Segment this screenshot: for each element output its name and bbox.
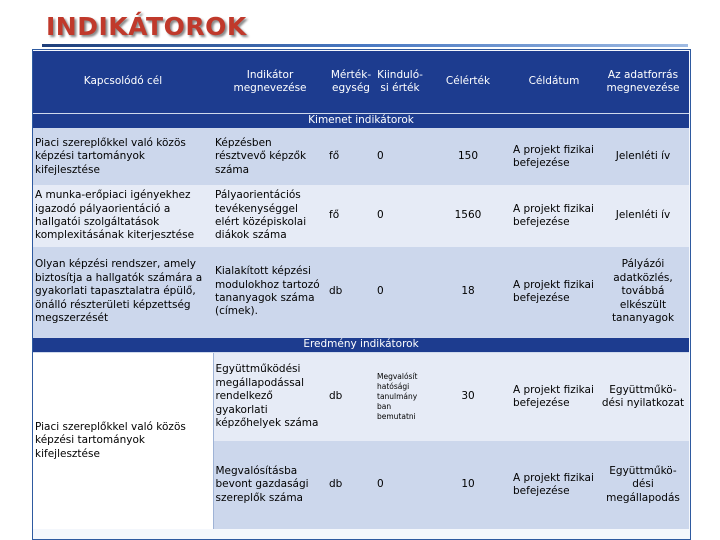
goal-cell: Piaci szereplőkkel való közös képzési tartományok kifejlesztése [33,353,213,530]
table-row [33,129,689,186]
date-cell: A projekt fizikai befejezése [511,441,597,529]
baseline-cell: 0 [375,441,425,529]
header-indicator: Indikátor megnevezése [213,51,327,114]
header-row [33,51,689,114]
date-cell: A projekt fizikai befejezése [511,353,597,442]
target-cell: 10 [425,441,511,529]
header-target: Célérték [425,51,511,114]
date-cell: A projekt fizikai befejezése [511,129,597,186]
source-cell: Együttműkö-dési megállapodás [597,441,689,529]
header-unit: Mértékegység [327,51,375,114]
header-target-date: Céldátum [511,51,597,114]
baseline-cell: Megvalósít hatósági tanulmány ban bemutatni [375,353,425,442]
unit-cell: db [327,441,375,529]
indicator-cell: Kialakított képzési modulokhoz tartozó tananyagok száma (címek). [213,247,327,338]
source-cell: Pályázói adatközlés, továbbá elkészült tananyagok [597,247,689,338]
date-cell: A projekt fizikai befejezése [511,185,597,247]
source-cell: Jelenléti ív [597,129,689,186]
header-goal: Kapcsolódó cél [33,51,213,114]
header-source: Az adatforrás megnevezése [597,51,689,114]
baseline-cell: 0 [375,129,425,186]
target-cell: 1560 [425,185,511,247]
page-title: INDIKÁTOROK [46,12,247,41]
table-row [33,353,689,442]
section-band-result [33,338,689,353]
target-cell: 150 [425,129,511,186]
source-cell: Együttműkö-dési nyilatkozat [597,353,689,442]
title-underline [42,44,688,47]
baseline-cell: 0 [375,185,425,247]
indicator-cell: Együttműködési megállapodással rendelkező gyakorlati képzőhelyek száma [213,353,327,442]
unit-cell: db [327,247,375,338]
indicator-table [33,51,689,529]
header-baseline: Kiindulósi érték [375,51,425,114]
table-row [33,185,689,247]
section-band-output [33,114,689,129]
source-cell: Jelenléti ív [597,185,689,247]
goal-cell: Olyan képzési rendszer, amely biztosítja a hallgatók számára a gyakorlati tapasztalatra épülő, önálló részterületi képzettség megszerzését [33,247,213,338]
section-title-result: Eredmény indikátorok [33,338,689,353]
date-cell: A projekt fizikai befejezése [511,247,597,338]
goal-cell: A munka-erőpiaci igényekhez igazodó pályaorientáció a hallgatói szolgáltatások komplexitásának kiterjesztése [33,185,213,247]
section-title-output: Kimenet indikátorok [33,114,689,129]
baseline-cell: 0 [375,247,425,338]
goal-cell: Piaci szereplőkkel való közös képzési tartományok kifejlesztése [33,129,213,186]
unit-cell: db [327,353,375,442]
target-cell: 18 [425,247,511,338]
target-cell: 30 [425,353,511,442]
unit-cell: fő [327,185,375,247]
indicator-cell: Pályaorientációs tevékenységgel elért középiskolai diákok száma [213,185,327,247]
indicator-cell: Képzésben résztvevő képzők száma [213,129,327,186]
table-row [33,247,689,338]
unit-cell: fő [327,129,375,186]
indicator-cell: Megvalósításba bevont gazdasági szereplők száma [213,441,327,529]
